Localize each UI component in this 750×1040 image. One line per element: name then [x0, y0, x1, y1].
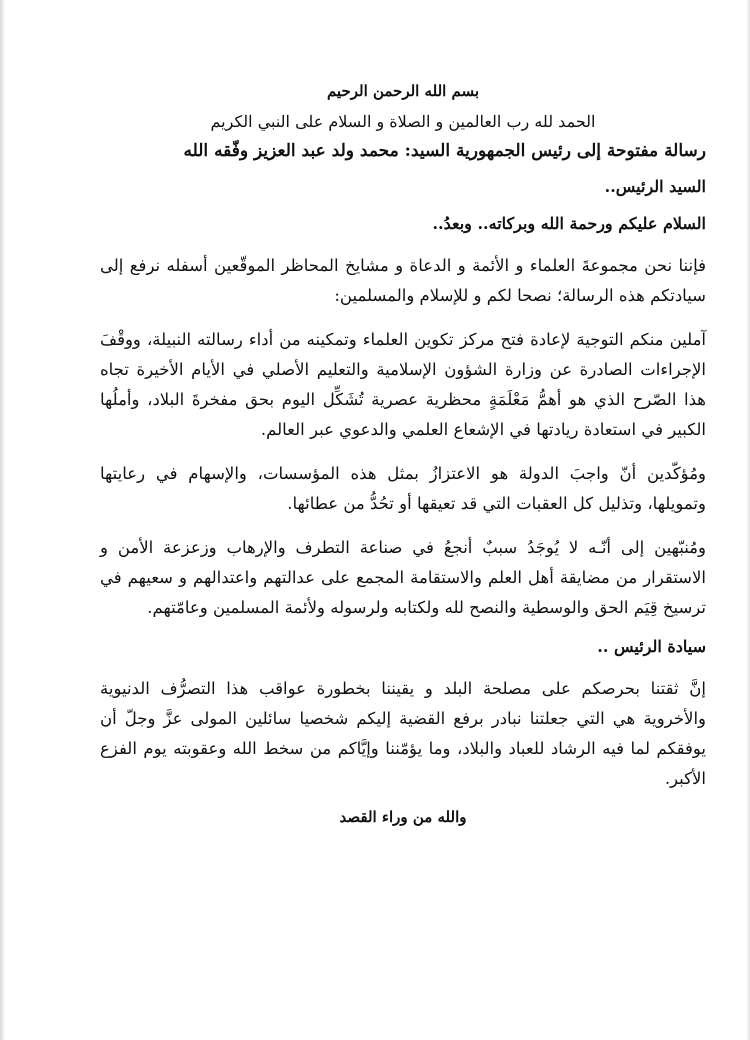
intro-paragraph: فإننا نحن مجموعةَ العلماء و الأئمة و الدعاة و مشايخ المحاظر الموقّعين أسفله نرفع إلى سيادتكم هذه الرسالة؛ نصحا لكم و للإسلام والمسلمين: [100, 256, 706, 305]
letter-document [100, 82, 706, 826]
body-paragraph-4: إنَّ ثقتنا بحرصكم على مصلحة البلد و يقيننا بخطورة عواقب هذا التصرُّف الدنيوية والأخروية هي التي جعلتنا نبادر برفع القضية إليكم شخصيا سائلين المولى عزَّ وجلّ أن يوفقكم لما فيه الرشاد للعباد والبلاد، وما يؤمّننا وإيَّاكم من سخط الله وعقوبته يوم الفزع الأكبر. [100, 679, 706, 788]
page-shadow-right [746, 0, 750, 1040]
closing-line: والله من وراء القصد [339, 808, 467, 826]
greeting: السلام عليكم ورحمة الله وبركاته.. وبعدُ.. [432, 214, 706, 233]
page-shadow-left [0, 0, 5, 1040]
section-heading-president: سيادة الرئيس .. [597, 637, 706, 656]
body-paragraph-2: ومُؤكّدين أنّ واجبَ الدولة هو الاعتزازُ بمثل هذه المؤسسات، والإسهام في رعايتها وتمويلها، وتذليل كل العقبات التي قد تعيقها أو تحُدُّ من عطائها. [100, 464, 706, 513]
basmala: بسم الله الرحمن الرحيم [326, 82, 480, 100]
body-paragraph-3: ومُنبّهين إلى أنّـه لا يُوجَدُ سببٌ أنجعُ في صناعة التطرف والإرهاب وزعزعة الأمن و الاستقرار من مضايقة أهل العلم والاستقامة المجمع على عدالتهم واعتدالهم و سعيهم في ترسيخ قِيَم الحق والوسطية والنصح لله ولكتابه ولرسوله ولأئمة المسلمين وعامّتهم. [100, 538, 706, 617]
opening-praise: الحمد لله رب العالمين و الصلاة و السلام على النبي الكريم [210, 112, 596, 131]
body-paragraph-1: آملين منكم التوجيهَ لإعادة فتح مركز تكوين العلماء وتمكينه من أداء رسالته النبيلة، ووقْفَ الإجراءات الصادرة عن وزارة الشؤون الإسلامية والتعليم الأصلي في الأيام الأخيرة تجاه هذا الصّرح الذي هو أهمُّ مَعْلَمَةٍ محظرية عصرية تُشَكِّل اليوم بحق مفخرةَ البلاد، وأملُها الكبير في استعادة ريادتها في الإشعاع العلمي والدعوي عبر العالم. [100, 330, 706, 439]
salutation-president: السيد الرئيس.. [604, 177, 706, 196]
letter-title: رسالة مفتوحة إلى رئيس الجمهورية السيد: محمد ولد عبد العزيز وفّقه الله [183, 141, 706, 161]
